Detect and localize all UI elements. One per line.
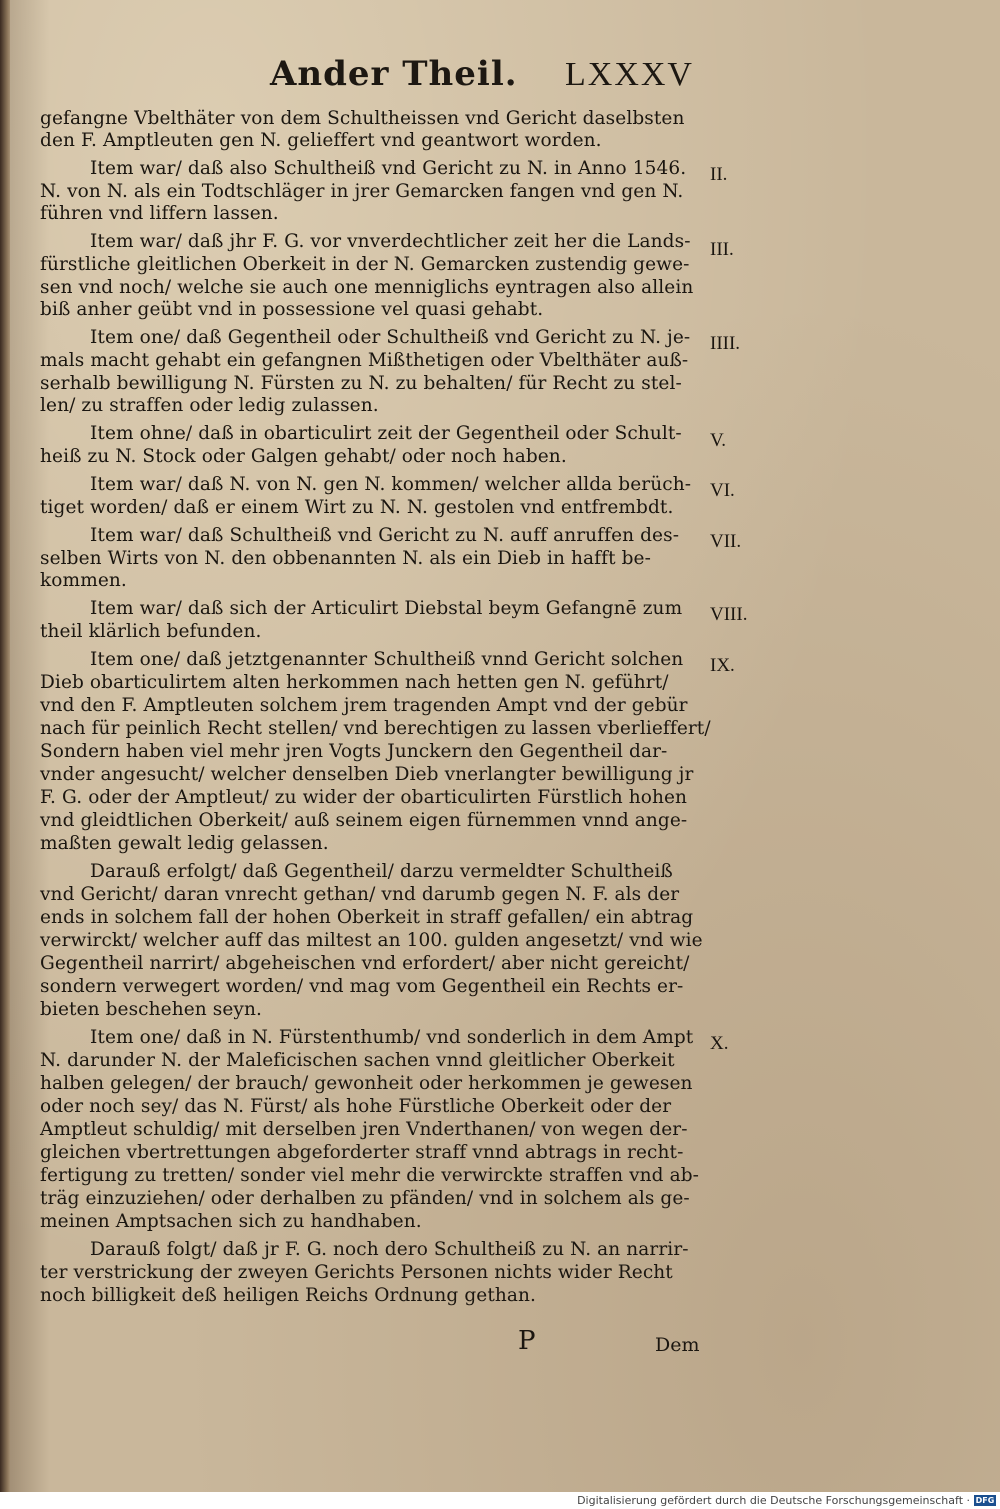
text-line: mals macht gehabt ein gefangnen Mißthetigen oder Vbelthäter auß- (40, 350, 689, 371)
margin-article-numeral: III. (710, 239, 734, 260)
text-line: Item one/ daß Gegentheil oder Schultheiß vnd Gericht zu N. je- (90, 327, 691, 348)
footer-bar (0, 1492, 1000, 1509)
text-line: Item war/ daß N. von N. gen N. kommen/ welcher allda berüch- (90, 474, 692, 495)
text-line: vnd den F. Amptleuten solchem jrem tragenden Ampt vnd der gebür (40, 695, 688, 716)
text-line: Sondern haben viel mehr jren Vogts Junckern den Gegentheil dar- (40, 741, 668, 762)
text-line: sen vnd noch/ welche sie auch one menniglichs eyntragen also allein (40, 277, 694, 298)
text-line: verwirckt/ welcher auff das miltest an 100. gulden angesetzt/ vnd wie (40, 930, 703, 951)
text-line: theil klärlich befunden. (40, 621, 262, 642)
text-line: Amptleut schuldig/ mit derselben jren Vnderthanen/ von wegen der- (40, 1119, 688, 1140)
catchword: Dem (655, 1334, 700, 1356)
margin-article-numeral: V. (710, 430, 727, 451)
text-line: ends in solchem fall der hohen Oberkeit in straff gefallen/ ein abtrag (40, 907, 694, 928)
text-line: halben gelegen/ der brauch/ gewonheit oder herkommen je gewesen (40, 1073, 693, 1094)
text-line: gleichen vbertrettungen abgeforderter straff vnnd abtrags in recht- (40, 1142, 684, 1163)
margin-article-numeral: IX. (710, 655, 735, 676)
text-line: noch billigkeit deß heiligen Reichs Ordnung gethan. (40, 1285, 537, 1306)
text-line: nach für peinlich Recht stellen/ vnd berechtigen zu lassen vberlieffert/ (40, 718, 711, 739)
text-line: Item ohne/ daß in obarticulirt zeit der Gegentheil oder Schult- (90, 423, 682, 444)
text-line: ter verstrickung der zweyen Gerichts Personen nichts wider Recht (40, 1262, 673, 1283)
text-line: fertigung zu tretten/ sonder viel mehr die verwirckte straffen vnd ab- (40, 1165, 700, 1186)
margin-article-numeral: VIII. (710, 604, 748, 625)
text-block (10, 0, 1000, 1492)
folio-number: LXXXV (565, 56, 694, 93)
text-line: selben Wirts von N. den obbenannten N. als ein Dieb in hafft be- (40, 548, 651, 569)
margin-article-numeral: II. (710, 164, 728, 185)
text-line: führen vnd liffern lassen. (40, 203, 279, 224)
footer-credit: Digitalisierung gefördert durch die Deutsche Forschungsgemeinschaft · (577, 1494, 970, 1507)
text-line: Item one/ daß in N. Fürstenthumb/ vnd sonderlich in dem Ampt (90, 1027, 694, 1048)
text-line: len/ zu straffen oder ledig zulassen. (40, 395, 379, 416)
text-line: vnd gleidtlichen Oberkeit/ auß seinem eigen fürnemmen vnnd ange- (40, 810, 688, 831)
text-line: Item war/ daß jhr F. G. vor vnverdechtlicher zeit her die Lands- (90, 231, 691, 252)
text-line: Item one/ daß jetztgenannter Schultheiß vnnd Gericht solchen (90, 649, 684, 670)
text-line: den F. Amptleuten gen N. gelieffert vnd geantwort worden. (40, 130, 602, 151)
text-line: Darauß folgt/ daß jr F. G. noch dero Schultheiß zu N. an narrir- (90, 1239, 689, 1260)
text-line: N. von N. als ein Todtschläger in jrer Gemarcken fangen vnd gen N. (40, 181, 684, 202)
running-head: Ander Theil. (270, 54, 518, 94)
text-line: maßten gewalt ledig gelassen. (40, 833, 329, 854)
text-line: träg einzuziehen/ oder derhalben zu pfänden/ vnd in solchem als ge- (40, 1188, 690, 1209)
text-line: serhalb bewilligung N. Fürsten zu N. zu behalten/ für Recht zu stel- (40, 373, 682, 394)
text-line: fürstliche gleitlichen Oberkeit in der N. Gemarcken zustendig gewe- (40, 254, 690, 275)
text-line: meinen Amptsachen sich zu handhaben. (40, 1211, 422, 1232)
text-line: Darauß erfolgt/ daß Gegentheil/ darzu vermeldter Schultheiß (90, 861, 673, 882)
text-line: gefangne Vbelthäter von dem Schultheissen vnd Gericht daselbsten (40, 108, 685, 129)
book-page (10, 0, 1000, 1492)
margin-article-numeral: VI. (710, 480, 735, 501)
text-line: tiget worden/ daß er einem Wirt zu N. N. gestolen vnd entfrembdt. (40, 497, 674, 518)
text-line: heiß zu N. Stock oder Galgen gehabt/ oder noch haben. (40, 446, 567, 467)
text-line: oder noch sey/ das N. Fürst/ als hohe Fürstliche Oberkeit oder der (40, 1096, 672, 1117)
text-line: bieten beschehen seyn. (40, 999, 262, 1020)
text-line: Item war/ daß sich der Articulirt Diebstal beym Gefangnē zum (90, 598, 683, 619)
text-line: Dieb obarticulirtem alten herkommen nach hetten gen N. geführt/ (40, 672, 669, 693)
text-line: N. darunder N. der Maleficischen sachen vnnd gleitlicher Oberkeit (40, 1050, 675, 1071)
text-line: kommen. (40, 570, 127, 591)
margin-article-numeral: IIII. (710, 333, 741, 354)
text-line: vnd Gericht/ daran vnrecht gethan/ vnd darumb gegen N. F. als der (40, 884, 680, 905)
signature-mark: P (518, 1326, 536, 1356)
text-line: sondern verwegert worden/ vnd mag vom Gegentheil ein Rechts er- (40, 976, 684, 997)
text-line: vnder angesucht/ welcher denselben Dieb vnerlangter bewilligung jr (40, 764, 694, 785)
margin-article-numeral: VII. (710, 531, 742, 552)
text-line: biß anher geübt vnd in possessione vel quasi gehabt. (40, 299, 544, 320)
text-line: Item war/ daß also Schultheiß vnd Gericht zu N. in Anno 1546. (90, 158, 687, 179)
dfg-logo: DFG (975, 1496, 995, 1505)
margin-article-numeral: X. (710, 1033, 729, 1054)
text-line: Gegentheil narrirt/ abgeheischen vnd erfordert/ aber nicht gereicht/ (40, 953, 690, 974)
text-line: Item war/ daß Schultheiß vnd Gericht zu N. auff anruffen des- (90, 525, 680, 546)
text-line: F. G. oder der Amptleut/ zu wider der obarticulirten Fürstlich hohen (40, 787, 688, 808)
